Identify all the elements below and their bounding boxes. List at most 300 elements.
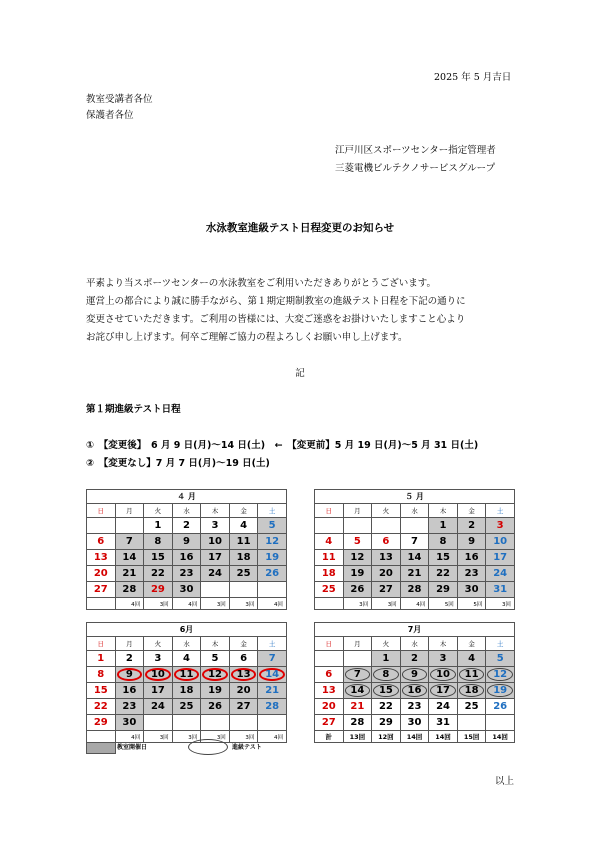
calendar-day-cell — [486, 667, 515, 683]
calendar-day-number: 23 — [464, 568, 479, 579]
calendar-day-number: 16 — [179, 552, 194, 563]
calendar-day-number: 1 — [154, 520, 162, 531]
calendar-day-cell — [429, 667, 458, 683]
calendar-day-cell — [144, 667, 173, 683]
calendar-day-cell — [315, 518, 344, 534]
calendar-day-cell — [372, 582, 401, 598]
calendar-day-cell — [229, 566, 258, 582]
calendar-day-cell — [87, 699, 116, 715]
calendar-day-cell — [457, 667, 486, 683]
weekday-header: 金 — [457, 504, 486, 518]
calendar-day-cell — [229, 651, 258, 667]
calendar-day-cell — [315, 582, 344, 598]
calendar-day-cell — [115, 651, 144, 667]
calendar-day-number: 12 — [493, 669, 508, 680]
calendar-day-cell — [315, 550, 344, 566]
calendar-day-number: 9 — [125, 669, 133, 680]
calendar-day-number: 31 — [493, 584, 508, 595]
calendar-day-number: 12 — [265, 536, 280, 547]
calendar-table — [314, 622, 515, 743]
weekday-header: 木 — [429, 637, 458, 651]
calendar-day-number: 22 — [436, 568, 450, 579]
calendar-day-cell — [201, 582, 230, 598]
legend-oval-icon — [188, 739, 228, 755]
lesson-count-cell: 3回 — [201, 598, 230, 610]
calendar-day-cell — [115, 667, 144, 683]
calendar-day-cell — [372, 518, 401, 534]
calendar-day-number: 25 — [321, 584, 336, 595]
weekday-header: 日 — [87, 637, 116, 651]
document-date: 2025 年 5 月吉日 — [434, 72, 512, 83]
calendar-day-cell — [486, 683, 515, 699]
calendar-day-number: 27 — [236, 701, 251, 712]
legend-test: 進級テスト — [232, 744, 262, 751]
lesson-count-cell: 3回 — [201, 731, 230, 743]
weekday-header: 日 — [315, 637, 344, 651]
calendar-day-cell — [201, 699, 230, 715]
calendar-day-cell — [429, 699, 458, 715]
body-line-2: 運営上の都合により誠に勝手ながら、第１期定期制教室の進級テスト日程を下記の通りに — [86, 296, 466, 307]
calendar-day-number: 7 — [268, 653, 276, 664]
calendar-day-number: 21 — [350, 701, 365, 712]
notice-title: 水泳教室進級テスト日程変更のお知らせ — [205, 222, 395, 234]
weekday-header: 金 — [229, 637, 258, 651]
weekday-header: 月 — [343, 637, 372, 651]
sender-line-2: 三菱電機ビルテクノサービスグループ — [335, 163, 496, 174]
lesson-count-cell: 4回 — [115, 731, 144, 743]
calendar-day-number: 4 — [182, 653, 190, 664]
calendar-day-cell — [457, 715, 486, 731]
calendar-day-cell — [201, 518, 230, 534]
calendar-day-number: 5 — [268, 520, 276, 531]
lesson-count-cell: 15回 — [457, 731, 486, 743]
calendar-day-number: 9 — [410, 669, 418, 680]
calendar-day-cell — [400, 534, 429, 550]
calendar-day-number: 15 — [150, 552, 165, 563]
calendar-day-number: 29 — [93, 717, 108, 728]
lesson-count-cell: 14回 — [400, 731, 429, 743]
calendar-day-number: 26 — [350, 584, 365, 595]
calendar-day-number: 20 — [321, 701, 336, 712]
calendar-day-number: 30 — [179, 584, 194, 595]
calendar-day-cell — [372, 715, 401, 731]
calendar-day-number: 15 — [378, 685, 393, 696]
calendar-day-number: 6 — [382, 536, 390, 547]
calendar-day-number: 21 — [265, 685, 280, 696]
weekday-header: 土 — [486, 637, 515, 651]
calendar-day-number: 1 — [439, 520, 447, 531]
calendar-day-number: 27 — [378, 584, 393, 595]
calendar-july — [314, 622, 515, 743]
calendar-day-cell — [172, 582, 201, 598]
calendar-day-cell — [486, 534, 515, 550]
calendar-day-number: 24 — [436, 701, 450, 712]
calendar-day-cell — [201, 715, 230, 731]
calendar-day-number: 12 — [350, 552, 365, 563]
calendar-day-cell — [372, 550, 401, 566]
calendar-day-number: 14 — [265, 669, 280, 680]
calendar-day-number: 16 — [122, 685, 137, 696]
calendar-day-cell — [400, 582, 429, 598]
calendar-day-cell — [429, 651, 458, 667]
calendar-month-title: ５ 月 — [315, 490, 515, 504]
calendar-day-cell — [87, 534, 116, 550]
ki-mark: 記 — [295, 368, 305, 379]
calendar-day-cell — [258, 667, 287, 683]
calendar-day-cell — [315, 667, 344, 683]
calendar-day-cell — [229, 534, 258, 550]
calendar-day-number: 11 — [464, 669, 479, 680]
calendar-day-cell — [429, 534, 458, 550]
calendar-day-number: 13 — [378, 552, 393, 563]
calendar-day-number: 6 — [240, 653, 248, 664]
body-line-4: お詫び申し上げます。何卒ご理解ご協力の程よろしくお願い申し上げます。 — [86, 332, 408, 343]
calendar-day-cell — [87, 582, 116, 598]
calendar-day-number: 4 — [325, 536, 333, 547]
calendar-day-cell — [372, 667, 401, 683]
calendar-day-number: 15 — [436, 552, 450, 563]
weekday-header: 火 — [144, 504, 173, 518]
calendar-day-cell — [87, 518, 116, 534]
calendar-table — [86, 489, 287, 610]
calendar-day-number: 13 — [236, 669, 251, 680]
calendar-day-cell — [400, 667, 429, 683]
calendar-day-number: 9 — [468, 536, 476, 547]
calendar-day-cell — [172, 534, 201, 550]
calendar-day-number: 8 — [97, 669, 105, 680]
calendar-day-number: 14 — [350, 685, 365, 696]
calendar-day-number: 3 — [439, 653, 447, 664]
calendar-day-number: 28 — [122, 584, 137, 595]
calendar-day-cell — [229, 550, 258, 566]
lesson-count-cell: 5回 — [457, 598, 486, 610]
calendar-day-number: 11 — [179, 669, 194, 680]
calendar-day-cell — [87, 683, 116, 699]
calendar-day-cell — [201, 550, 230, 566]
calendar-day-number: 26 — [493, 701, 508, 712]
calendar-day-cell — [258, 715, 287, 731]
calendar-day-cell — [400, 651, 429, 667]
calendar-day-number: 24 — [493, 568, 508, 579]
calendar-day-cell — [343, 550, 372, 566]
schedule-line-1: ① 【変更後】 6 月 9 日(月)～14 日(土) ← 【変更前】5 月 19 日(月)～5 月 31 日(土) — [86, 440, 479, 451]
calendar-day-cell — [400, 715, 429, 731]
calendar-day-number: 14 — [407, 552, 422, 563]
calendar-day-number: 31 — [436, 717, 450, 728]
calendar-day-cell — [201, 667, 230, 683]
calendar-day-number: 7 — [410, 536, 418, 547]
calendar-day-cell — [172, 518, 201, 534]
calendar-day-number: 26 — [265, 568, 280, 579]
calendar-day-cell — [457, 534, 486, 550]
calendar-day-cell — [87, 566, 116, 582]
lesson-count-cell: 3回 — [144, 731, 173, 743]
schedule-line-2: ② 【変更なし】7 月 7 日(月)～19 日(土) — [86, 458, 270, 469]
weekday-header: 火 — [144, 637, 173, 651]
calendar-table — [86, 622, 287, 743]
weekday-header: 金 — [457, 637, 486, 651]
calendar-day-number: 24 — [208, 568, 222, 579]
calendar-day-cell — [457, 550, 486, 566]
calendar-day-number: 14 — [122, 552, 137, 563]
weekday-header: 月 — [115, 504, 144, 518]
calendar-month-title: 7月 — [315, 623, 515, 637]
lesson-count-cell — [87, 731, 116, 743]
weekday-header: 火 — [372, 504, 401, 518]
weekday-header: 金 — [229, 504, 258, 518]
calendar-day-number: 22 — [93, 701, 108, 712]
calendar-day-number: 7 — [353, 669, 361, 680]
calendar-day-number: 9 — [182, 536, 190, 547]
legend-gray-swatch — [86, 742, 116, 754]
calendar-day-cell — [315, 699, 344, 715]
recipient-line-1: 教室受講者各位 — [86, 94, 153, 105]
lesson-count-cell: 13回 — [343, 731, 372, 743]
weekday-header: 土 — [258, 504, 287, 518]
lesson-count-cell: 3回 — [229, 731, 258, 743]
weekday-header: 土 — [258, 637, 287, 651]
lesson-count-cell: 4回 — [115, 598, 144, 610]
lesson-count-cell: 14回 — [486, 731, 515, 743]
calendar-day-number: 11 — [321, 552, 336, 563]
calendar-day-number: 10 — [208, 536, 222, 547]
calendar-day-number: 1 — [97, 653, 105, 664]
calendar-day-cell — [115, 566, 144, 582]
calendar-day-cell — [457, 566, 486, 582]
lesson-count-cell: 4回 — [258, 731, 287, 743]
calendar-day-cell — [144, 651, 173, 667]
calendar-day-number: 15 — [93, 685, 108, 696]
lesson-count-cell: 5回 — [429, 598, 458, 610]
calendar-day-number: 17 — [436, 685, 450, 696]
calendar-day-cell — [429, 582, 458, 598]
weekday-header: 日 — [315, 504, 344, 518]
lesson-count-cell: 3回 — [486, 598, 515, 610]
calendar-day-number: 1 — [382, 653, 390, 664]
weekday-header: 木 — [201, 637, 230, 651]
calendar-day-cell — [486, 518, 515, 534]
calendar-day-cell — [115, 715, 144, 731]
body-line-3: 変更させていただきます。ご利用の皆様には、大変ご迷惑をお掛けいたしますこと心より — [86, 314, 466, 325]
calendar-day-number: 3 — [496, 520, 504, 531]
calendar-day-number: 25 — [179, 701, 194, 712]
calendar-day-cell — [486, 582, 515, 598]
calendar-day-cell — [429, 550, 458, 566]
calendar-day-number: 3 — [154, 653, 162, 664]
calendar-day-cell — [229, 699, 258, 715]
calendar-day-number: 3 — [211, 520, 219, 531]
calendar-day-number: 10 — [436, 669, 450, 680]
calendar-day-number: 23 — [122, 701, 137, 712]
calendar-day-cell — [115, 582, 144, 598]
lesson-count-cell: 3回 — [144, 598, 173, 610]
calendar-day-number: 19 — [208, 685, 222, 696]
calendar-day-number: 28 — [265, 701, 280, 712]
calendar-day-cell — [457, 518, 486, 534]
calendar-day-cell — [258, 550, 287, 566]
calendar-day-cell — [144, 550, 173, 566]
calendar-day-cell — [372, 683, 401, 699]
calendar-day-number: 16 — [464, 552, 479, 563]
calendar-day-cell — [457, 582, 486, 598]
lesson-count-cell: 4回 — [172, 598, 201, 610]
calendar-day-number: 22 — [150, 568, 165, 579]
calendar-day-number: 17 — [150, 685, 165, 696]
calendar-day-cell — [144, 518, 173, 534]
body-line-1: 平素より当スポーツセンターの水泳教室をご利用いただきありがとうございます。 — [86, 278, 436, 289]
calendar-day-cell — [172, 651, 201, 667]
weekday-header: 木 — [429, 504, 458, 518]
calendar-day-number: 6 — [97, 536, 105, 547]
calendar-day-cell — [400, 518, 429, 534]
calendar-day-cell — [457, 683, 486, 699]
section-title: 第１期進級テスト日程 — [86, 404, 181, 415]
lesson-count-cell: 4回 — [400, 598, 429, 610]
calendar-day-cell — [144, 534, 173, 550]
calendar-day-cell — [372, 699, 401, 715]
calendar-day-number: 22 — [378, 701, 393, 712]
calendar-day-cell — [315, 683, 344, 699]
weekday-header: 水 — [400, 504, 429, 518]
calendar-day-cell — [87, 667, 116, 683]
calendar-day-cell — [115, 683, 144, 699]
weekday-header: 水 — [172, 504, 201, 518]
calendar-day-number: 19 — [265, 552, 280, 563]
calendar-day-number: 2 — [125, 653, 133, 664]
sender-line-1: 江戸川区スポーツセンター指定管理者 — [335, 145, 496, 156]
calendar-day-number: 30 — [122, 717, 137, 728]
calendar-table — [314, 489, 515, 610]
calendar-day-cell — [343, 667, 372, 683]
calendar-day-cell — [229, 715, 258, 731]
calendar-day-number: 16 — [407, 685, 422, 696]
calendar-day-number: 13 — [321, 685, 336, 696]
calendar-day-number: 18 — [321, 568, 336, 579]
calendar-day-number: 21 — [122, 568, 137, 579]
calendar-day-cell — [400, 683, 429, 699]
calendar-day-number: 26 — [208, 701, 222, 712]
weekday-header: 水 — [172, 637, 201, 651]
calendar-day-number: 17 — [208, 552, 222, 563]
calendar-day-number: 5 — [496, 653, 504, 664]
legend-open-day: 教室開催日 — [117, 744, 148, 751]
calendar-day-cell — [229, 518, 258, 534]
calendar-day-number: 11 — [236, 536, 251, 547]
calendar-day-number: 17 — [493, 552, 508, 563]
calendar-day-cell — [343, 518, 372, 534]
calendar-day-cell — [400, 699, 429, 715]
weekday-header: 日 — [87, 504, 116, 518]
calendar-day-cell — [457, 699, 486, 715]
calendar-june — [86, 622, 287, 743]
calendar-day-cell — [429, 518, 458, 534]
calendar-day-cell — [258, 582, 287, 598]
calendar-day-number: 19 — [350, 568, 365, 579]
calendar-april — [86, 489, 287, 610]
lesson-count-cell — [315, 598, 344, 610]
calendar-day-number: 21 — [407, 568, 422, 579]
calendar-day-cell — [372, 651, 401, 667]
lesson-count-cell: 計 — [315, 731, 344, 743]
calendar-day-number: 12 — [208, 669, 222, 680]
calendar-day-number: 7 — [125, 536, 133, 547]
lesson-count-cell: 3回 — [172, 731, 201, 743]
calendar-day-cell — [229, 667, 258, 683]
calendar-day-cell — [343, 566, 372, 582]
calendar-day-number: 19 — [493, 685, 508, 696]
calendar-day-number: 5 — [353, 536, 361, 547]
calendar-day-cell — [258, 699, 287, 715]
calendar-day-cell — [144, 582, 173, 598]
calendar-day-cell — [87, 550, 116, 566]
calendar-day-cell — [115, 518, 144, 534]
weekday-header: 火 — [372, 637, 401, 651]
calendar-day-number: 28 — [407, 584, 422, 595]
calendar-day-number: 27 — [93, 584, 108, 595]
calendar-day-number: 6 — [325, 669, 333, 680]
calendar-day-number: 5 — [211, 653, 219, 664]
weekday-header: 土 — [486, 504, 515, 518]
calendar-day-number: 25 — [464, 701, 479, 712]
calendar-day-cell — [115, 534, 144, 550]
calendar-day-number: 2 — [410, 653, 418, 664]
calendar-day-number: 30 — [407, 717, 422, 728]
calendar-day-cell — [429, 566, 458, 582]
calendar-day-cell — [144, 683, 173, 699]
calendar-day-number: 10 — [150, 669, 165, 680]
calendar-day-number: 27 — [321, 717, 336, 728]
calendar-day-number: 20 — [378, 568, 393, 579]
calendar-day-number: 18 — [464, 685, 479, 696]
calendar-day-number: 8 — [382, 669, 390, 680]
lesson-count-cell: 12回 — [372, 731, 401, 743]
calendar-day-cell — [486, 715, 515, 731]
calendar-day-cell — [172, 550, 201, 566]
recipient-line-2: 保護者各位 — [86, 110, 134, 121]
calendar-day-number: 28 — [350, 717, 365, 728]
calendar-day-cell — [315, 715, 344, 731]
calendar-month-title: ４ 月 — [87, 490, 287, 504]
calendar-day-number: 18 — [179, 685, 194, 696]
calendar-day-number: 4 — [468, 653, 476, 664]
calendar-day-cell — [343, 534, 372, 550]
calendar-day-cell — [258, 651, 287, 667]
calendar-day-number: 2 — [468, 520, 476, 531]
calendar-day-cell — [115, 550, 144, 566]
calendar-day-cell — [315, 566, 344, 582]
weekday-header: 月 — [343, 504, 372, 518]
calendar-day-cell — [172, 715, 201, 731]
calendar-day-cell — [258, 534, 287, 550]
calendar-day-cell — [201, 651, 230, 667]
calendar-day-number: 30 — [464, 584, 479, 595]
lesson-count-cell — [87, 598, 116, 610]
calendar-day-cell — [144, 715, 173, 731]
lesson-count-cell: 3回 — [229, 598, 258, 610]
calendar-day-number: 25 — [236, 568, 251, 579]
calendar-day-number: 2 — [182, 520, 190, 531]
calendar-day-cell — [229, 582, 258, 598]
calendar-month-title: 6月 — [87, 623, 287, 637]
calendar-day-cell — [343, 715, 372, 731]
calendar-day-cell — [144, 699, 173, 715]
calendar-day-cell — [400, 566, 429, 582]
calendar-day-cell — [201, 683, 230, 699]
calendar-day-number: 4 — [240, 520, 248, 531]
calendar-day-number: 24 — [150, 701, 165, 712]
weekday-header: 水 — [400, 637, 429, 651]
calendar-day-cell — [400, 550, 429, 566]
